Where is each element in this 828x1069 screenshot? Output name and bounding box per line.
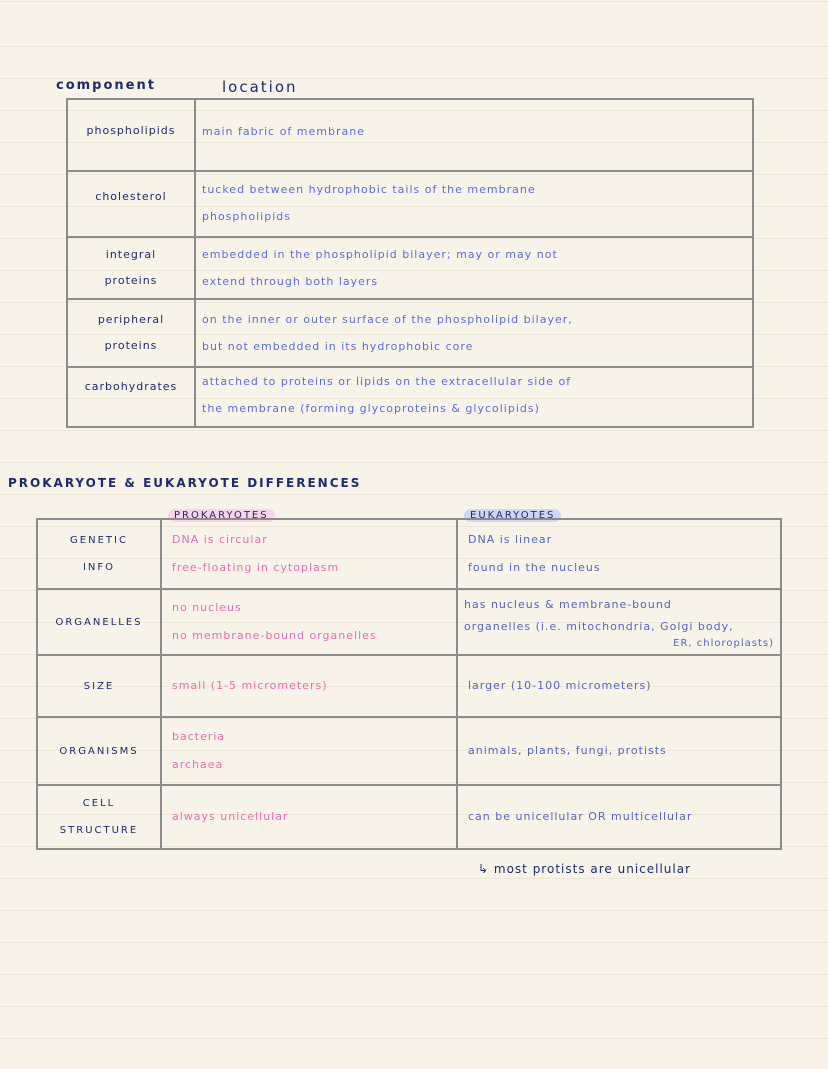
- footnote-text: most protists are unicellular: [493, 862, 692, 876]
- prokaryote-cell: DNA is circular free-floating in cytoplasm: [161, 519, 457, 589]
- eukaryote-cell: has nucleus & membrane-bound organelles (i.e. mitochondria, Golgi body, ER, chloroplasts): [457, 589, 781, 655]
- location-cell: tucked between hydrophobic tails of the membrane phospholipids: [195, 171, 753, 237]
- eukaryotes-column-header: EUKARYOTES: [464, 503, 561, 522]
- prokaryote-cell: no nucleus no membrane-bound organelles: [161, 589, 457, 655]
- component-column-header: component: [56, 78, 156, 93]
- component-cell: peripheral proteins: [67, 299, 195, 367]
- eukaryote-cell: DNA is linear found in the nucleus: [457, 519, 781, 589]
- membrane-components-table: [66, 98, 754, 428]
- table-row: [67, 237, 753, 299]
- prokaryote-cell: bacteria archaea: [161, 717, 457, 785]
- footnote: [478, 862, 691, 876]
- table-row: [67, 367, 753, 427]
- location-cell: on the inner or outer surface of the phospholipid bilayer, but not embedded in its hydrophobic core: [195, 299, 753, 367]
- location-column-header: location: [222, 78, 298, 96]
- component-cell: phospholipids: [67, 99, 195, 171]
- table-row: [37, 589, 781, 655]
- eukaryote-cell: larger (10-100 micrometers): [457, 655, 781, 717]
- prokaryote-cell: small (1-5 micrometers): [161, 655, 457, 717]
- row-label-cell: ORGANISMS: [37, 717, 161, 785]
- location-cell: attached to proteins or lipids on the extracellular side of the membrane (forming glycoproteins & glycolipids): [195, 367, 753, 427]
- row-label-cell: ORGANELLES: [37, 589, 161, 655]
- component-cell: carbohydrates: [67, 367, 195, 427]
- table-row: [67, 99, 753, 171]
- section-title: PROKARYOTE & EUKARYOTE DIFFERENCES: [8, 476, 362, 490]
- row-label-cell: CELL STRUCTURE: [37, 785, 161, 849]
- prok-euk-comparison-table: [36, 518, 782, 850]
- component-cell: cholesterol: [67, 171, 195, 237]
- location-cell: embedded in the phospholipid bilayer; may or may not extend through both layers: [195, 237, 753, 299]
- table-row: [37, 785, 781, 849]
- prokaryote-cell: always unicellular: [161, 785, 457, 849]
- table-row: [67, 299, 753, 367]
- table-row: [37, 717, 781, 785]
- table-row: [37, 655, 781, 717]
- prokaryotes-column-header: PROKARYOTES: [168, 503, 275, 522]
- row-label-cell: GENETIC INFO: [37, 519, 161, 589]
- eukaryote-cell: can be unicellular OR multicellular: [457, 785, 781, 849]
- component-cell: integral proteins: [67, 237, 195, 299]
- row-label-cell: SIZE: [37, 655, 161, 717]
- eukaryote-cell: animals, plants, fungi, protists: [457, 717, 781, 785]
- table-row: [37, 519, 781, 589]
- return-arrow-icon: ↳: [478, 862, 490, 876]
- table-row: [67, 171, 753, 237]
- location-cell: main fabric of membrane: [195, 99, 753, 171]
